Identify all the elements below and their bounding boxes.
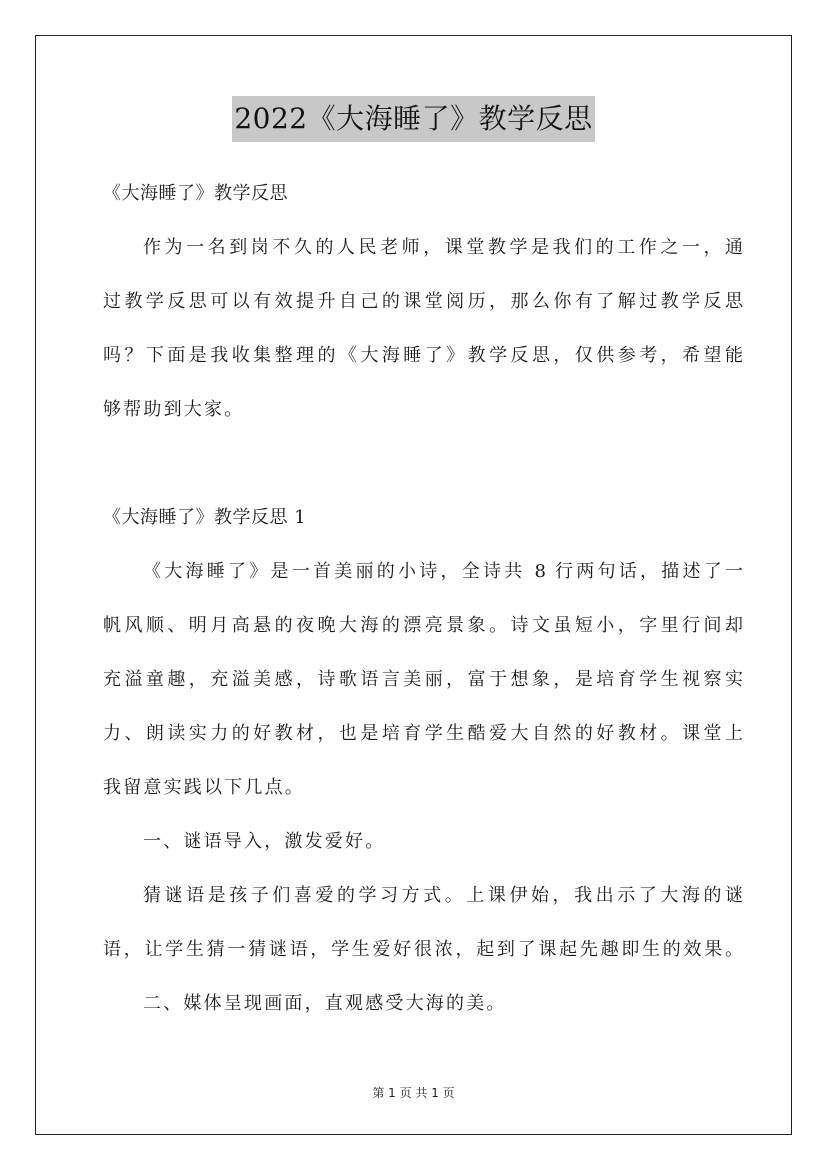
section1-line-5: 我留意实践以下几点。 bbox=[103, 777, 305, 798]
point1-line-1: 猜谜语是孩子们喜爱的学习方式。上课伊始，我出示了大海的谜 bbox=[143, 885, 743, 906]
point2-heading: 二、媒体呈现画面，直观感受大海的美。 bbox=[143, 993, 507, 1014]
point1-line-2: 语，让学生猜一猜谜语，学生爱好很浓，起到了课起先趣即生的效果。 bbox=[103, 939, 743, 960]
section1-line-2: 帆风顺、明月高悬的夜晚大海的漂亮景象。诗文虽短小，字里行间却 bbox=[103, 615, 743, 636]
section1-line-4: 力、朗读实力的好教材，也是培育学生酷爱大自然的好教材。课堂上 bbox=[103, 723, 743, 744]
intro-line-4: 够帮助到大家。 bbox=[103, 399, 245, 420]
title-container bbox=[0, 96, 827, 142]
page-number: 第 1 页 共 1 页 bbox=[372, 1086, 455, 1100]
intro-line-3: 吗？下面是我收集整理的《大海睡了》教学反思，仅供参考，希望能 bbox=[103, 345, 743, 366]
document-subtitle: 《大海睡了》教学反思 bbox=[103, 183, 288, 204]
section1-line-3: 充溢童趣，充溢美感，诗歌语言美丽，富于想象，是培育学生视察实 bbox=[103, 669, 743, 690]
section1-heading: 《大海睡了》教学反思 1 bbox=[103, 507, 307, 528]
intro-line-1: 作为一名到岗不久的人民老师，课堂教学是我们的工作之一，通 bbox=[143, 237, 743, 258]
document-title: 2022《大海睡了》教学反思 bbox=[232, 96, 594, 142]
point1-heading: 一、谜语导入，激发爱好。 bbox=[143, 831, 386, 852]
intro-line-2: 过教学反思可以有效提升自己的课堂阅历，那么你有了解过教学反思 bbox=[103, 291, 743, 312]
section1-line-1: 《大海睡了》是一首美丽的小诗，全诗共 8 行两句话，描述了一 bbox=[143, 561, 743, 582]
